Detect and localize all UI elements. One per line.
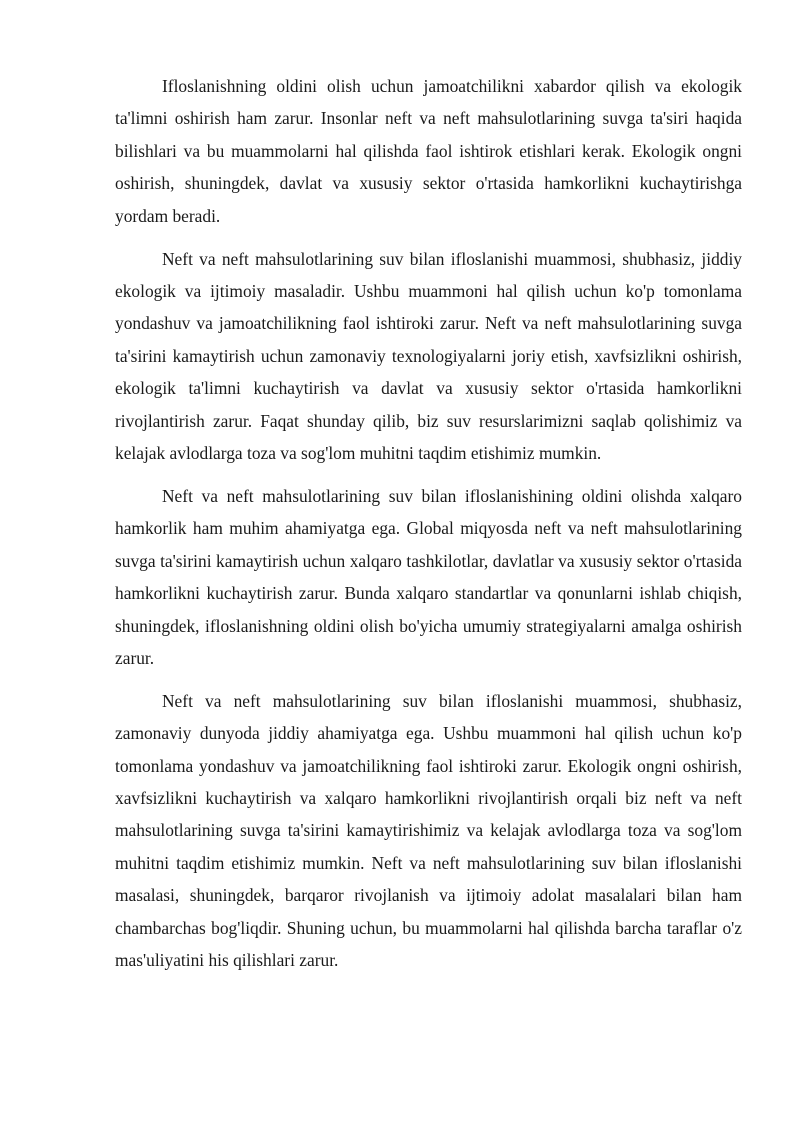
paragraph-conclusion: Neft va neft mahsulotlarining suv bilan ifloslanishi muammosi, shubhasiz, zamonaviy dunyoda jiddiy ahamiyatga ega. Ushbu muammoni hal qilish uchun ko'p tomonlama yondashuv va jamoatchilikning faol ishtiroki zarur. Ekologik ongni oshirish, xavfsizlikni kuchaytirish va xalqaro hamkorlikni rivojlantirish orqali biz neft va neft mahsulotlarining suvga ta'sirini kamaytirishimiz va kelajak avlodlarga toza va sog'lom muhitni taqdim etishimiz mumkin. Neft va neft mahsulotlarining suv bilan ifloslanishi masalasi, shuningdek, barqaror rivojlanish va ijtimoiy adolat masalalari bilan ham chambarchas bog'liqdir. Shuning uchun, bu muammolarni hal qilishda barcha taraflar o'z mas'uliyatini his qilishlari zarur. xyxy=(115,690,742,971)
paragraph-ecological-problem: Neft va neft mahsulotlarining suv bilan ifloslanishi muammosi, shubhasiz, jiddiy ekologik va ijtimoiy masaladir. Ushbu muammoni hal qilish uchun ko'p tomonlama yondashuv va jamoatchilikning faol ishtiroki zarur. Neft va neft mahsulotlarining suvga ta'sirini kamaytirish uchun zamonaviy texnologiyalarni joriy etish, xavfsizlikni oshirish, ekologik ta'limni kuchaytirish va davlat va xususiy sektor o'rtasida hamkorlikni rivojlantirish zarur. Faqat shunday qilib, biz suv resurslarimizni saqlab qolishimiz va kelajak avlodlarga toza va sog'lom muhitni taqdim etishimiz mumkin. xyxy=(115,248,742,463)
paragraph-international-cooperation: Neft va neft mahsulotlarining suv bilan ifloslanishining oldini olishda xalqaro hamkorlik ham muhim ahamiyatga ega. Global miqyosda neft va neft mahsulotlarining suvga ta'sirini kamaytirish uchun xalqaro tashkilotlar, davlatlar va xususiy sektor o'rtasida hamkorlikni kuchaytirish zarur. Bunda xalqaro standartlar va qonunlarni ishlab chiqish, shuningdek, ifloslanishning oldini olish bo'yicha umumiy strategiyalarni amalga oshirish zarur. xyxy=(115,485,742,668)
document-page xyxy=(115,70,742,987)
paragraph-public-awareness: Ifloslanishning oldini olish uchun jamoatchilikni xabardor qilish va ekologik ta'limni oshirish ham zarur. Insonlar neft va neft mahsulotlarining suvga ta'siri haqida bilishlari va bu muammolarni hal qilishda faol ishtirok etishlari kerak. Ekologik ongni oshirish, shuningdek, davlat va xususiy sektor o'rtasida hamkorlikni kuchaytirishga yordam beradi. xyxy=(115,76,742,226)
